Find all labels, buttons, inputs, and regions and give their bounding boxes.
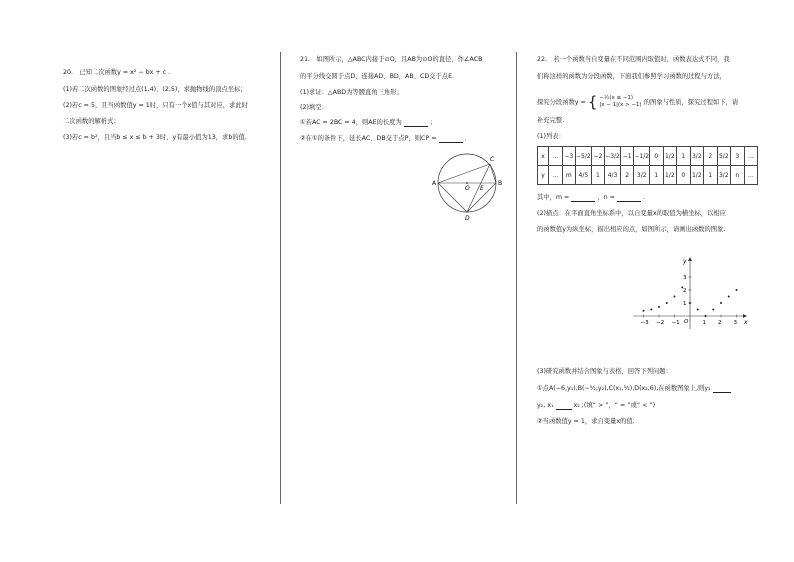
table-x-cell: −3/2 [605,147,621,166]
piecewise-brace: { [587,93,598,111]
q21-title-line2: 的平分线交圆于点D，连接AD、BD，AB、CD交于点E. [300,73,455,80]
x-tick-label: −1 [671,320,680,326]
x-tick-label: 1 [702,320,706,326]
q20-part2-line1: (2)若c = 5，且当函数值y = 1时，只有一个x值与其对应，求此时 [63,102,248,109]
answer-blank-m[interactable] [571,194,595,202]
q22-func-prefix: 探究分段函数y = [537,99,586,106]
fig-label-e: E [480,185,484,192]
table-x-cell: −2 [591,147,605,166]
where-n-label: ，n = [597,194,615,201]
graph-point [712,309,714,311]
q22-func-suffix: 的图象与性质，探究过程如下，请 [643,99,739,106]
table-y-cell: 4/5 [576,166,592,185]
y-tick-label: 3 [683,275,687,281]
table-y-cell: 0 [677,166,691,185]
table-y-cell: 2 [620,166,634,185]
question-21 [281,0,516,562]
q22-part3-2 [537,402,655,410]
graph-point [720,302,722,304]
x-axis-arrow [743,314,747,318]
table-row-x [538,147,758,166]
graph-point [681,286,683,288]
graph-point [650,309,652,311]
piece-2: |x − 1|(x > −1) [599,102,642,108]
table-x-cell: 0 [650,147,664,166]
y-axis-label: y [683,258,687,265]
graph-ticks [641,275,738,326]
graph-point [658,306,660,308]
table-x-cell: 1 [677,147,691,166]
origin-label: O [684,319,689,325]
q22-plot-line1: (2)描点：在平面直角坐标系中，以自变量x的取值为横坐标，以相应 [537,210,726,217]
fig-label-o: O [465,185,470,192]
piecewise-cases [599,95,641,109]
q22-part3-3: ②当函数值y = 1，求自变量x的值. [537,418,635,425]
graph-point [728,296,730,298]
q20-part1: (1)若二次函数的图象经过点(1,4)，(2,5)，求抛物线的顶点坐标； [63,86,247,93]
table-y-cell: … [744,166,758,185]
table-y-cell: 1 [591,166,605,185]
q22-part3-1 [537,385,731,393]
q20-title: 20. 已知二次函数y = x² − bx + c . [63,69,171,76]
x-tick-label: −2 [656,320,665,326]
table-y-cell: 1/2 [690,166,704,185]
table-x-cell: 1/2 [663,147,677,166]
table-y-cell: y [538,166,549,185]
fig-label-d: D [465,215,470,222]
table-y-cell: 4/3 [605,166,621,185]
table-x-cell: −1/2 [634,147,650,166]
table-y-cell: n [731,166,745,185]
q21-part1: (1)求证：△ABD为等腰直角三角形； [300,89,403,96]
graph-point [689,302,691,304]
q22-part3-1-text: ①点A(−6,y₁),B(−⁵⁄₂,y₂),C(x₁,⁵⁄₂),D(x₂,6),在函数图象上,则y₁ [537,385,711,392]
graph-point [705,315,707,317]
q21-title-line1: 21. 如图所示，△ABC内接于⊙O，且AB为⊙O的直径，作∠ACB [300,56,483,63]
coordinate-graph [631,255,751,331]
answer-blank-x-compare[interactable] [556,402,572,410]
answer-blank-ae[interactable] [404,119,428,127]
q21-part2: (2)填空： [300,104,328,111]
answer-blank-y-compare[interactable] [713,385,731,393]
fig-label-a: A [432,180,437,187]
q22-part3: (3)研究函数并结合图象与表格，回答下列问题： [537,368,672,375]
value-table [537,146,758,185]
x-tick-label: −3 [640,320,649,326]
table-y-cell: 3/2 [634,166,650,185]
table-x-cell: … [549,147,563,166]
q21-sub1-end: ； [429,119,437,126]
q22-line1: 22. 若一个函数当自变量在不同范围内取值时，函数表达式不同，我 [537,56,730,63]
q22-line2: 们称这样的函数为分段函数，下面我们参照学习函数的过程与方法， [537,73,726,80]
graph-point [666,302,668,304]
piece-1: −½(x ≤ −1) [599,95,634,101]
q21-sub1 [300,119,436,127]
fig-label-c: C [490,156,495,163]
table-x-cell: x [538,147,549,166]
y-tick-label: 2 [683,288,687,294]
fig-label-b: B [498,180,503,187]
graph-point [736,289,738,291]
q21-sub2-end: ． [464,135,471,142]
table-y-cell: 3/2 [717,166,731,185]
x-tick-label: 2 [718,320,722,326]
x-axis-label: x [744,319,748,326]
table-x-cell: −3 [562,147,576,166]
table-y-cell: 1/2 [663,166,677,185]
question-22 [517,0,794,562]
q20-part2-line2: 二次函数的解析式； [63,118,120,125]
table-x-cell: −1 [620,147,634,166]
q22-where [537,194,645,202]
table-y-cell: … [549,166,563,185]
x-tick-label: 3 [733,320,737,326]
q21-sub1-text: ①若AC = 2BC = 4，则AE的长度为 [300,119,402,126]
where-end: . [642,194,645,201]
q22-line4: 补充完整. [537,117,565,124]
q22-plot-line2: 的函数值y为纵坐标，描出相应的点，如图所示，请画出函数的图象. [537,226,726,233]
where-m-label: 其中，m = [537,194,570,201]
table-row-y [538,166,758,185]
circle-figure [431,150,511,222]
table-x-cell: 3 [731,147,745,166]
table-x-cell: … [744,147,758,166]
graph-point [697,309,699,311]
table-x-cell: 3/2 [690,147,704,166]
question-20 [0,0,280,562]
graph-point [643,310,645,312]
q21-sub2-text: ②在①的条件下，延长AC、DB交于点P，则CP = [300,135,437,142]
y-tick-label: 1 [683,301,687,307]
answer-blank-n[interactable] [617,194,641,202]
answer-blank-cp[interactable] [439,135,463,143]
table-x-cell: −5/2 [576,147,592,166]
table-y-cell: 1 [704,166,718,185]
graph-point [674,296,676,298]
q21-sub2 [300,135,471,143]
table-y-cell: m [562,166,576,185]
table-x-cell: 5/2 [717,147,731,166]
table-x-cell: 2 [704,147,718,166]
q22-line3 [537,95,738,109]
q22-list-label: (1)列表： [537,133,565,140]
q22-part3-2a: y₂, x₁ [537,402,554,409]
table-y-cell: 1 [650,166,664,185]
y-axis-arrow [688,257,692,261]
q20-part3: (3)若c = b²，且当b ≤ x ≤ b + 3时，y有最小值为13，求b的值. [63,134,247,141]
q22-part3-2b: x₂ ;(填“ > ”，“ = ”或“ < ”) [573,402,656,409]
